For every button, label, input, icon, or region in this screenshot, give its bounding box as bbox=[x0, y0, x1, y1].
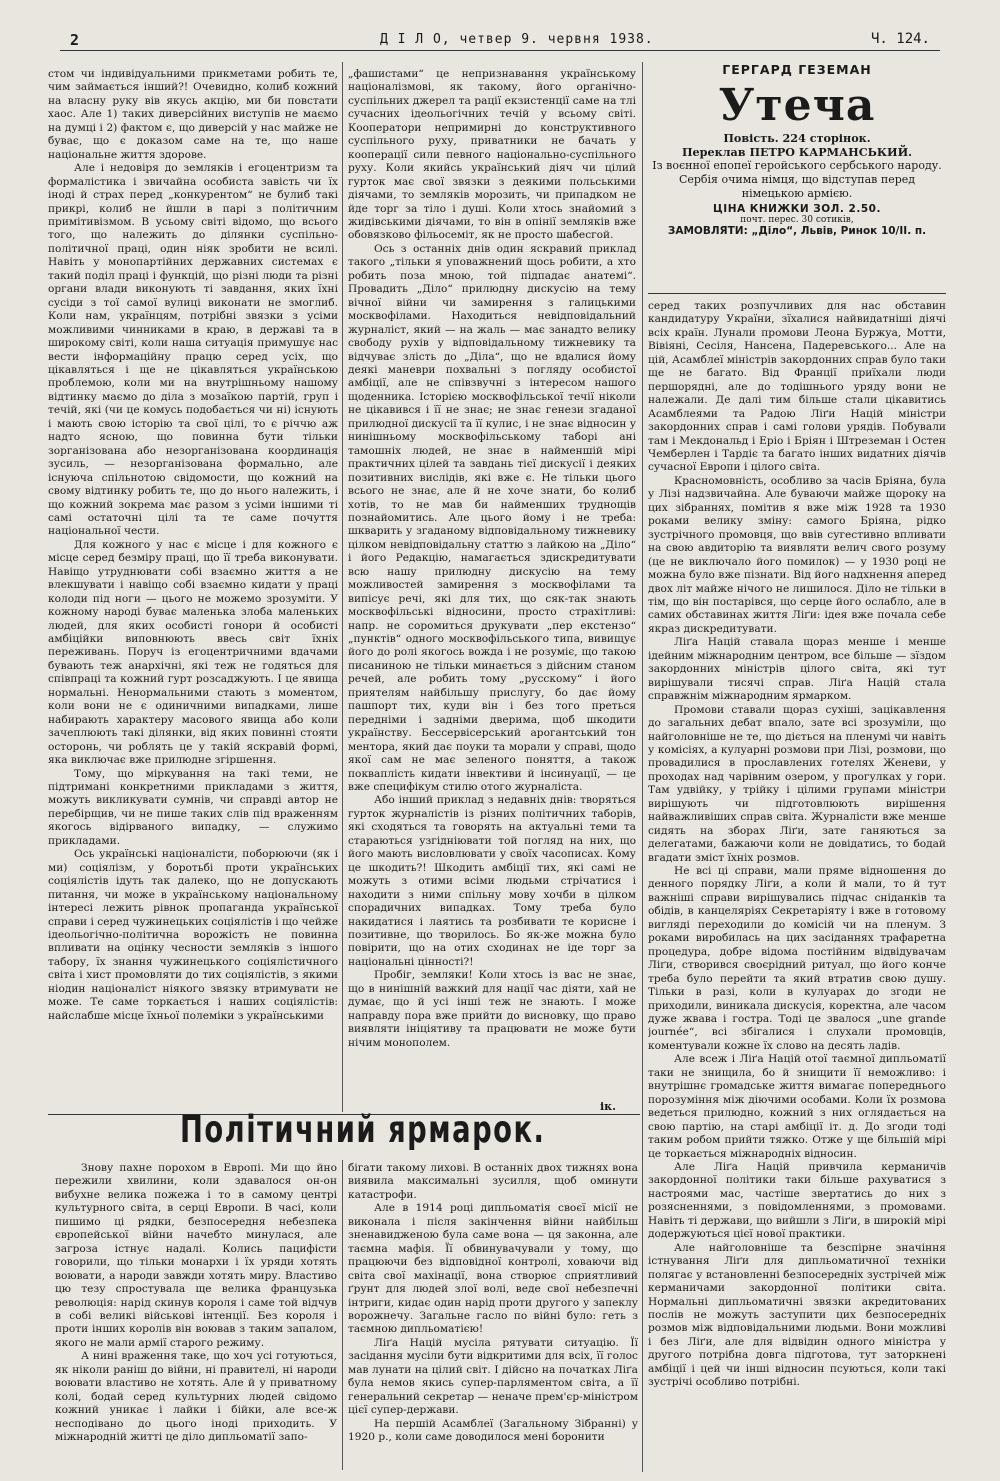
paragraph: Не всі ці справи, мали пряме відношення до денного порядку Ліґи, а коли й мали, то й тут важніші справи вирішувались підчас сніданків та обідів, в канцеляріях Секретаріяту і вже в готовому вигляді переходили до комісій чи на пленум. З роками виробилась на цих засіданнях трафаретна процедура, добре відома постійним відвідувачам Ліґи, створився своєрідний ритуал, що його конче треба було перейти та який втратив свою душу. Тільки в разі, коли в кулуарах до згоди не приходили, виникала дискусія, коректна, але часом дуже жвава і гостра. Тоді це звалося „une grande journée“, всі збігалися і слухали промовців, коментували кожне їх слово на десять ладів. bbox=[648, 865, 946, 1052]
book-advertisement bbox=[648, 62, 946, 292]
article1-signature: ік. bbox=[600, 1100, 616, 1113]
paragraph: Ось з останніх днів один яскравий приклад такого „тільки я уповажнений щось робити, а хто робить поза мною, той підпадає анатемі“. Провадить „Діло“ прилюдну дискусію на тему вічної війни чи замирення з галицькими москвофілами. Находиться невідповідальний журналіст, який — на жаль — має занадто велику свободу рухів у відповідальному тижневику та відчуває злість до „Діла“, що не вдалися йому деякі маневри похвальні з погляду особистої амбіції, але не співзвучні з інтересом нашого щоденника. Історією москвофільської течії ніколи не цікавився і її не знає; не знає генези згаданої прилюдної дискусії та її кулис, і не знає відносин у нинішньому москвофільському таборі ані тамошніх людей, не знає в найменшій мірі практичних цілей та завдань тієї дискусії і деяких позитивних вислідів, які вже є. Не тільки цього всього не знає, але й не хоче знати, бо колиб хотів, то не мав би найменших труднощів познайомитись. Але цього йому і не треба: шкварить у згаданому відповідальному тижневику цілком невідповідальну статтю з лайкою на „Діло“ і його Редакцію, намагається здискредитувати всю нашу прилюдну дискусію на тему можливостей замирення з москвофілами та випісує речі, які для тих, що сяк-так знають москвофільські відносини, просто стрaхітливі: напр. не соромиться друкувати „пер екстензо“ „пунктів“ одного москвофільського типа, вивищує його до ролі якогось вожда і не розуміє, що такою писаниною не тільки минається з дійсним станом речей, але робить тому „русскому“ і його приятелям найбільшу прислугу, бо дає йому пашпорт тих, куди він і без того преться передніми і задніми дверима, щоб шкодити українству. Бессервісерський арогантський тон ментора, який дає поуки та морали у справі, щодо якої сам не має зеленого поняття, а також покваплість кидати інвективи й інсинуації, — це вже специфікум стилю отого журналіста. bbox=[348, 242, 636, 794]
ad-author: ГЕРГАРД ГЕЗЕМАН bbox=[722, 62, 872, 77]
column-divider bbox=[642, 62, 643, 1472]
ad-order: ЗАМОВЛЯТИ: „Діло“, Львів, Ринок 10/ІІ. п. bbox=[667, 225, 927, 237]
column-divider bbox=[342, 62, 343, 1112]
paragraph: Ліґа Націй ставала щораз менше і менше ідейним міжнародним центром, все більше — зїздом закордонних міністрів цілого світа, які тут вирішували тисячі справ. Ліґа Націй стала справжнім міжнародним ярмарком. bbox=[648, 636, 946, 703]
paragraph: Але найголовніше та безспірне значіння істнування Ліґи для дипльоматичної техніки полягає у встановленні безпосередніх зустрічей між керманичами закордонної політики світа. Нормальні дипльоматичні звязки акредитованих послів не можуть заступити цих безпосередніх розмов між відповідальними людьми. Вони можливі і без Ліґи, але для відвідин одного міністра у другого потрібна довга підготова, тут затоpкнені амбіції і цей чи інші відносин псуються, коли такі зустрічі особливо потрібні. bbox=[648, 1241, 946, 1389]
paragraph: Знову пахне порохом в Европі. Ми що йно пережили хвилини, коли здавалося он-он вибухне велика пожежа і то в самому центрі культурного світа, в серці Европи. В часі, коли пишимо ці рядки, безпосередня небезпека європейської війни начебто минулася, але загроза істнує надалі. Колись пацифісти говорили, що тільки монархи і їх уряди хотять воювати, а народи завжди хотять миру. Властиво цю тезу спростувала ще велика французька революція: нарід скинув короля і саме той відчув в собі великі військові інтенції. Без короля і проти інших королів він воював з таким запалом, якого не мали армії старого режиму. bbox=[55, 1162, 337, 1349]
paragraph: Промови ставали щораз сухіші, зацікавлення до загальних дебат впало, зате всі зрозуміли, що найголовніше не те, що діється на пленумі чи навіть у комісіях, а кулуарні розмови при Лізі, розмови, що провадилися в прославлених готелях Женеви, у проходах над чарівним озером, у прогулках у гори. Там удвійку, у трійку і цілими групами міністри вирішують чи підготовлюють вирішення найважливіших справ світа. Журналісти вже менше сидять на зборах Ліґи, зате ганяються за делегатами, бажаючи коли не довідатись, то бодай вгадати зміст їхніх розмов. bbox=[648, 703, 946, 864]
paragraph: Але всеж і Ліґа Націй отої таємної дипльоматії таки не знищила, бо й знищити її неможливо: і внутрішнє громадське життя вимагає попереднього порозуміння між діючими особами. Коли їх розмова ведеться прилюдно, кожний з них оглядається на свою партію, на старі амбіції іт. д. До згоди тоді таким робом прийти тяжко. Отже у ще більшій мірі це торкається міжнародніх відносин. bbox=[648, 1053, 946, 1160]
ad-price: ЦІНА КНИЖКИ ЗОЛ. 2.50. bbox=[713, 203, 881, 215]
header-rule bbox=[60, 50, 940, 51]
issue-number: Ч. 124. bbox=[870, 31, 930, 47]
paragraph: Але в 1914 році дипльоматія своєї місії не виконала і після закінчення війни найбільш зненавидженою була саме вона — ця законна, але таємна мафія. Її обвинувачували у тому, що працюючи без відповідної контролі, ховаючи від світа свої махінації, вона створює сприятливий ґрунт для людей злої волі, веде свої небезпечні інтриги, кидає один нарід проти другого у запеклу ворожнечу. Загальне гасло по війні було: геть з таємною дипльоматією! bbox=[348, 1202, 638, 1336]
paragraph: Але Ліґа Націй привчила керманичів закордонної політики таки більше рахуватися з настроями мас, частіше звертатись до них з розясненнями, з повідомленнями, з промовами. Навіть ті держави, що вийшли з Ліґи, в широкій мірі додержуються цієї нової практики. bbox=[648, 1161, 946, 1241]
article1-column2 bbox=[348, 68, 636, 1114]
ad-postage: почт. перес. 30 сотиків, bbox=[740, 215, 854, 225]
paragraph: Красномовність, особливо за часів Бріяна, була у Лізі надзвичайна. Але буваючи майже щороку на цих зібраннях, помітив я вже між 1928 та 1930 роками велику зміну: самого Бріяна, рідко зустрічного промовця, що ввів сугестивно впливати на свою авдиторію та виявляти велич свого розуму (це не виключало його помилок) — у 1930 році не можна було вже пізнати. Від його надхнення аперед двох літ майже нічого не лишилося. Діло не тільки в тім, що він постарівся, що серце його ослабло, але в самих обставинах життя Ліґи: ідея вже почала себе якраз дискредитувати. bbox=[648, 474, 946, 635]
article2-column3 bbox=[648, 300, 946, 1470]
paragraph: Пробіг, земляки! Коли хтось із вас не знає, що в нинішній важкий для нації час діяти, хай не думає, що й усі інші теж не знають. І може направду пора вже прийти до висновку, що право виявляти ініціятиву та працювати не може бути нічим монополем. bbox=[348, 969, 636, 1049]
article1-column1 bbox=[48, 68, 338, 1114]
paragraph: Або інший приклад з недавніх днів: творяться гурток журналістів із різних політичних таборів, які сходяться та говорять на актуальні теми та стараються узгідніювати той погляд на них, що його мають висловлювати у своїх часописах. Кому це шкодить?! Шкодить амбіції тих, які самі не можуть з отими всіми людьми стрічатися і находити з ними спільну мову хочби в цілком спорадичних випадках. Тому треба було накидатися і лаятись та розбивати те корисне і позитивне, що творилось. Бо як-же можна було повірити, що на отих сходинах не іде торг за національні цінності?! bbox=[348, 794, 636, 968]
page-number: 2 bbox=[70, 31, 80, 49]
paragraph: Для кожного у нас є місце і для кожного є місце серед безміру праці, що її треба виконувати. Навіщо утруднювати собі взаємно життя а не влекшувати і навіщо собі взаємно кидати у праці колоди під ноги — цього не можемо зрозуміти. У кожному народі буває маленька злоба маленьких людей, для яких особисті гонори й особисті амбіційки виповнюють ввесь світ їхніх переживань. Поруч із егоцентричними вдачами бувають теж анархічні, які теж не годяться для співпраці та кожний гурт розсаджують. І це явища нормальні. Ненормальними стають з моментом, коли вони не є одиничними випадками, лише набирають характеру масового явища або коли зачеплюють такі ділянки, від яких повинні стояти осторонь, чи роблять це у такій яскравій формі, яка виключає вже прилюдне згіршення. bbox=[48, 538, 338, 767]
page-header bbox=[70, 31, 930, 51]
paragraph: бігати такому лихові. В останніх двох тижнях вона виявила максимальні зусилля, щоб оминути катастрофи. bbox=[348, 1162, 638, 1201]
article2-headline: Політичний ярмарок. bbox=[180, 1108, 546, 1151]
paragraph: На першій Асамблеї (Загальному Зібранні) у 1920 р., коли саме доводилося мені боронити bbox=[348, 1417, 638, 1444]
paragraph: стом чи індивідуальними прикметами робить те, чим займається інший?! Очевидно, колиб кожний на власну руку вів якусь акцію, ми би повстати хаос. Але 1) таких диверсійних виступів не маємо на думці і 2) фактом є, що диверсій у нас майже не буває, що є доказом саме на те, що наше національне життя здорове. bbox=[48, 68, 338, 161]
ad-pages: Повість. 224 сторінок. bbox=[723, 131, 871, 145]
ad-rule bbox=[648, 293, 946, 294]
ad-title: Утеча bbox=[718, 80, 876, 131]
article2-column2 bbox=[348, 1162, 638, 1468]
paragraph: Тому, що міркування на такі теми, не підтримані конкретними прикладами з життя, можуть викликувати сумнів, чи справді автор не перебірщив, чи не пише таких слів під враженням якогось відірваного випадку, — служимо прикладами. bbox=[48, 767, 338, 847]
paragraph: Ліґа Націй мусіла рятувати ситуацію. Її засідання мусіли бути відкритими для всіх, її голос мав лунати на цілий світ. І дійсно на початках Ліґа була немов якись супер-парляментом світа, а її генеральний секретар — неначе прем'єр-міністром цієї супер-держави. bbox=[348, 1336, 638, 1417]
masthead-date: Д І Л О, четвер 9. червня 1938. bbox=[380, 32, 654, 47]
ad-translator: Переклав ПЕТРО КАРМАНСЬКИЙ. bbox=[681, 145, 913, 159]
paragraph: „фашистами“ це непризнавання українському націоналізмові, як такому, його органічно-суспільних джерел та рації екзистенції саме на тлі сучасних ідеольогічних течій у всьому світі. Кооператори непримирні до конструктивного суспільного руху, приватники не бачать у кооперації сили певного національно-суспільного руху. Коли якийсь український діяч чи цілий гурток має свої звязки з деякими польськими діячами, то земляків морозить, чи припадком не йде торг за тіло і душі. Коли хтось знайомий з жидівськими діячами, то він в опінії земляків вже обовязково фільосеміт, як не просто шабесгой. bbox=[348, 68, 636, 242]
paragraph: А нині враження таке, що хоч усі готуються, як ніколи раніш до війни, ні правителі, ні народи воювати властиво не хотять. Але й у приватному колі, бодай серед культурних людей свідомо кожний уникає і лайки і бійки, але все-ж несподівано до цього іноді приходить. У міжнародній житті це діло дипльоматії запо- bbox=[55, 1350, 337, 1444]
article2-column1 bbox=[55, 1162, 337, 1468]
paragraph: Ось українські націоналісти, поборюючи (як і ми) соціялізм, у боротьбі проти українських соціялістів ідуть так далеко, що не допускають питання, чи може в українському національному інтересі лежить рівнок пропаганда української справи і серед чужинецьких соціялістів і що чейже ідеольогічно-політична ворожість не повинна впливати на оцінку чесности земляків з іншого табору, їх знання чужинецького соціялістичного світа і хист промовляти до тих соціялістів, з якими ніодин націоналіст ніякого звязку втримувати не може. Те саме торкається і наших соціялістів: найслабше місце їхньої полеміки з українськими bbox=[48, 848, 338, 1022]
ad-description: Із воєнної епопеї геройського сербського народу. Сербія очима німця, що відступав перед німецькою армією. bbox=[652, 159, 942, 200]
column-divider bbox=[342, 1160, 343, 1470]
paragraph: Але і недовіря до земляків і егоцентризм та формалістика і звичайна особиста завість чи їх іноді й страх перед „конкурентом“ не булиб такі прикрі, колиб не йшли в парі з політичним примітивізмом. В усьому світі відомо, що всього того, що належить до ділянки суспільно-політичної праці, один ніяк зробити не всилі. Навіть у монопартійних державних системах є такий поділ праці і функцій, що різні люди та різні органи влади виконують ті завдання, яких їхні сусіди з тої самої вулиці виконати не змоглиб. Коли нам, українцям, потрібні звязки з усіми можливими чинниками в краю, в державі та в широкому світі, коли наша ситуація примушує нас вести інформаційну працю серед усіх, що цікавляться і ще не цікавляться українською проблемою, коли ми на внутрішньому нашому відтинку маємо до діла з мозаїкою партій, груп і течій, які (чи це комусь подобається чи ні) існують і мають свою історію та свої цілі, то є річчю аж надто ясною, що повинна бути тільки зорганізована або незорганізована координація зусиль, — незорганізована формально, але існуюча спільнотою свідомости, що кожний на свому відтинку робить те, що до нього належить, і що кожний зокрема має разом з усіми іншими ті самі остаточні цілі та те саме почуття національної чести. bbox=[48, 162, 338, 538]
paragraph: серед таких розпучливих для нас обставин кандидатуру України, зїхалися найвидатніші діячі всіх країн. Лунали промови Леона Буржуа, Мотти, Вівіяні, Сесіля, Нансена, Падеревського... Але на цій, Асамблеї міністрів закордонних справ було таки ще не багато. Від Франції приїхали люди першорядні, але до тодішнього уряду вони не належали. Де далі тим більше стали цікавитись Асамблеями та Радою Ліґи Націй міністри закордонних справ і самі голови урядів. Побували там і Мекдональд і Еріо і Бріян і Штреземан і Остен Чемберлен і Тардіє та багато інших видатних діячів сучасної Европи і цілого світа. bbox=[648, 300, 946, 474]
